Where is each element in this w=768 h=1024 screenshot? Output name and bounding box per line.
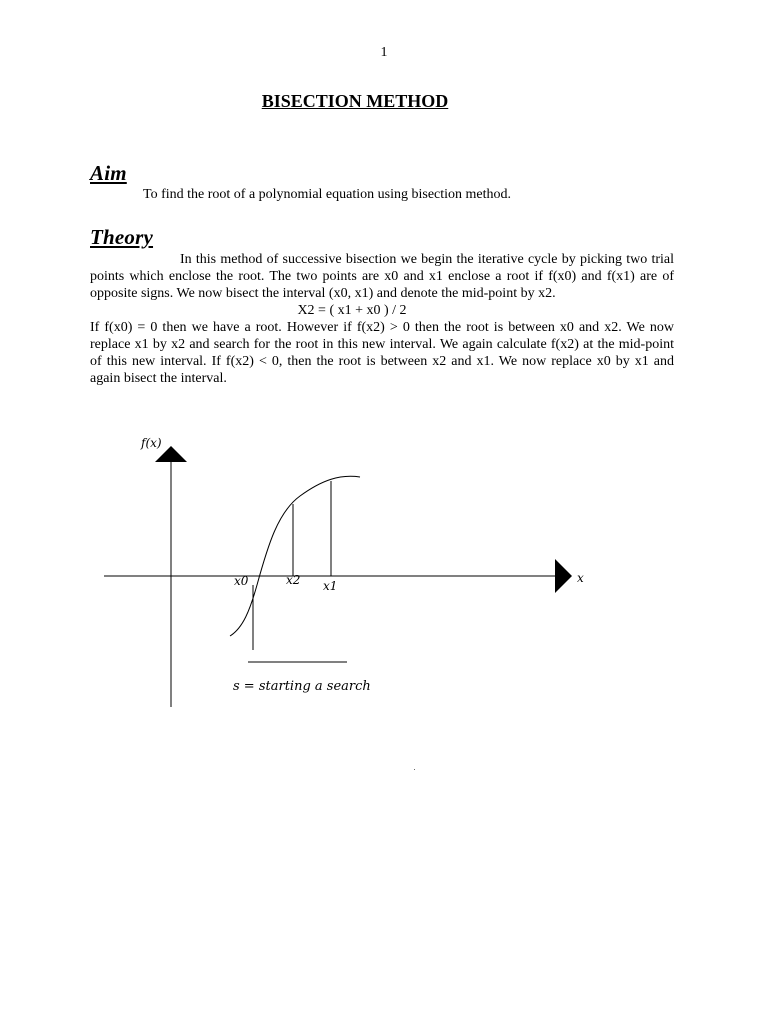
theory-heading: Theory — [90, 225, 154, 249]
x-axis-arrowhead — [555, 559, 572, 593]
stray-mark — [414, 769, 415, 770]
bisection-formula: X2 = ( x1 + x0 ) / 2 — [297, 303, 407, 318]
x-axis-label: x — [577, 571, 584, 585]
x1-label: x1 — [323, 579, 338, 593]
theory-paragraph-1: In this method of successive bisection we begin the iterative cycle by picking two trial points which enclose the root. The two points are x0 and x1 enclose a root if f(x0) and f(x1) are of opposite signs. We now bisect the interval (x0, x1) and denote the mid-point by x2. — [90, 252, 674, 301]
diagram-caption: s = starting a search — [233, 679, 371, 694]
aim-text: To find the root of a polynomial equation using bisection method. — [143, 187, 512, 202]
page-number: 1 — [380, 45, 388, 60]
aim-heading: Aim — [90, 161, 127, 185]
theory-paragraph-2: If f(x0) = 0 then we have a root. However if f(x2) > 0 then the root is between x0 and x2. We now replace x1 by x2 and search for the root in this new interval. We again calculate f(x2) at the mid-point of this new interval. If f(x2) < 0, then the root is between x2 and x1. We now replace x0 by x1 and again bisect the interval. — [90, 320, 674, 386]
document-title: BISECTION METHOD — [261, 91, 449, 111]
y-axis-label: f(x) — [141, 436, 162, 450]
x2-label: x2 — [286, 573, 301, 587]
x0-label: x0 — [234, 574, 249, 588]
function-curve — [230, 476, 360, 636]
